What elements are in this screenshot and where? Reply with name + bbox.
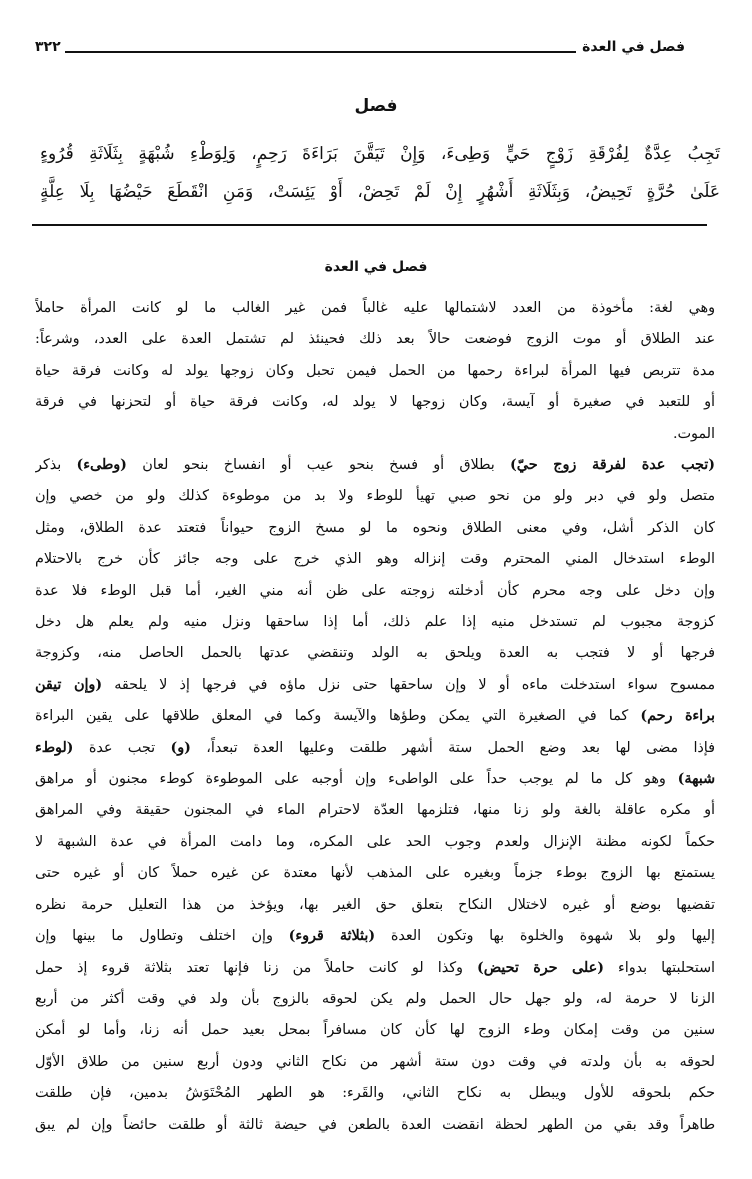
commentary-text: حكم بلحوقه للأول ويبطل به نكاح الثاني، والقَرء: هو الطهر المُحْتَوَشُ بدمين، فإن طلقت xyxy=(35,1085,715,1102)
commentary-line xyxy=(35,795,715,826)
commentary-text: استحلبتها بدواء xyxy=(603,959,715,976)
commentary-text: طاهراً وقد بقي من الطهر لحظة انقضت العدة بالطعن في حيضة ثالثة أو طلقت حائضاً وإن لم يبق xyxy=(35,1116,715,1133)
commentary-line xyxy=(35,544,715,575)
commentary-text: تجب عدة xyxy=(73,739,171,756)
commentary-text: يستمتع بها الزوج بوطء جزماً وبغيره على المذهب لأنها معتدة عن غيره حملاً كان أو غيره حتى xyxy=(35,865,715,882)
commentary-text: كزوجة مجبوب لم تستدخل منيه إذا علم ذلك، أما إذا ساحقها ونزل منيه ولم يعلم هل دخل xyxy=(35,614,715,631)
matn-line: عَلَىٰ حُرَّةٍ تَحِيضُ، وَبِثَلَاثَةِ أَشْهُرٍ إِنْ لَمْ تَحِضْ، أَوْ يَئِسَتْ، وَمَنِ انْقَطَعَ حَيْضُهَا بِلَا عِلَّةٍ xyxy=(40,182,720,202)
commentary-line xyxy=(35,1015,715,1046)
commentary-text: وكذا لو كانت حاملاً من زنا فإنها تعتد بثلاثة قروء إذ حمل xyxy=(35,959,477,976)
commentary-text: بطلاق أو فسخ بنحو عيب أو انفساخ بنحو لعان xyxy=(126,457,511,473)
commentary-line xyxy=(35,701,715,732)
intro-line: عند الطلاق أو موت الزوج فوضعت حالاً بعد ذلك فحينئذ لم تشتمل العدة على العدد، وشرعاً: xyxy=(35,331,715,348)
commentary-line xyxy=(35,607,715,638)
commentary-line xyxy=(35,764,715,795)
commentary-text: وإن دخل على وجه محرم كأن أدخلته زوجته على ظن أنه مني الغير، أما قبل الوطء فلا عدة xyxy=(35,582,715,599)
section-title: فصل xyxy=(354,96,398,116)
page-number: ٣٢٢ xyxy=(35,39,61,55)
matn-quotation: (بثلاثة قروء) xyxy=(288,928,376,945)
matn-quotation: (وطىء) xyxy=(76,457,127,473)
commentary-line xyxy=(35,984,715,1015)
commentary-line xyxy=(35,953,715,984)
commentary-text: متصل ولو في دبر ولو من نحو صبي تهيأ للوطء ولا بد من موطوءة كذلك ولو من خصي وإن xyxy=(35,488,715,505)
matn-quotation: (وإن تيقن xyxy=(35,676,103,693)
commentary-text: لحوقه به بأن ولدته في وقت دون ستة أشهر من نكاح الثاني ودون أربع سنين من طلاق الأوّل xyxy=(35,1053,715,1070)
commentary-text: بذكر xyxy=(35,457,77,473)
commentary-heading: فصل في العدة xyxy=(324,259,428,275)
commentary-line xyxy=(35,827,715,858)
commentary-text: إليها ولو بلا شهوة والخلوة بها وتكون العدة xyxy=(375,928,715,945)
commentary-text: فرجها أو لا فتجب به العدة ويلحق به الولد وتنقضي عدتها بالحمل الحاصل منه، وكزوجة xyxy=(35,645,715,662)
commentary-line xyxy=(35,890,715,921)
matn-text xyxy=(40,135,720,211)
commentary-line xyxy=(35,513,715,544)
commentary-line xyxy=(35,481,715,512)
intro-paragraph xyxy=(35,293,715,450)
commentary-text: حكماً لكونه مظنة الإنزال ولعدم وجوب الحد على المكره، وما دامت المرأة في عدة الشبهة لا xyxy=(35,833,715,850)
matn-line: تَجِبُ عِدَّةٌ لِفُرْقَةِ زَوْجٍ حَيٍّ وَطِىءَ، وَإِنْ تَيَقَّنَ بَرَاءَةَ رَحِمٍ، وَلِوَطْءِ شُبْهَةٍ بِثَلَاثَةِ قُرُوءٍ xyxy=(40,144,720,164)
running-header xyxy=(35,30,685,56)
commentary-text: وإن اختلف وتطاول ما بينها وإن xyxy=(35,928,289,945)
running-header-chapter-title: فصل في العدة xyxy=(582,39,685,55)
matn-quotation: براءة رحم) xyxy=(640,708,715,725)
matn-quotation: (تجب عدة لفرقة زوج حيّ) xyxy=(510,457,715,473)
commentary-line xyxy=(35,638,715,669)
commentary-line xyxy=(35,921,715,952)
commentary-line xyxy=(35,576,715,607)
commentary-text: فإذا مضى لها بعد وضع الحمل ستة أشهر طلقت وعليها العدة تبعداً، xyxy=(190,739,715,756)
commentary-text: تقضيها بوضع أو غيره لاختلال النكاح بتعلق حق الغير بها، ويؤخذ من هذا التعليل حرمة نظره xyxy=(35,896,715,913)
commentary-text: وهو كل ما لم يوجب حداً على الواطىء وإن أوجبه على الموطوءة كوطء مجنون أو مراهق xyxy=(35,771,678,788)
commentary-text: سنين من وقت إمكان وطء الزوج لها كأن كان مسافراً بمحل بعيد حمل أنه زنا، وأما لو أمكن xyxy=(35,1022,715,1039)
intro-line: مدة تتربص فيها المرأة لبراءة رحمها من الحمل فيمن تحبل وكان زوجها يولد له وكانت فرقة حياة xyxy=(35,362,715,379)
commentary-line xyxy=(35,450,715,481)
commentary-text: الوطء استدخال المني المحترم وقت إنزاله وهو الذي خرج على وجه جائز كأن خرج بالاحتلام xyxy=(35,551,715,568)
header-rule xyxy=(65,51,577,53)
commentary-line xyxy=(35,670,715,701)
commentary-line xyxy=(35,1047,715,1078)
commentary-line xyxy=(35,858,715,889)
commentary-text: أو مكره عاقلة بالغة ولو زنا منها، فتلزمها العدّة لاحترام الماء في المجنون حقيقة وفي المراهق xyxy=(35,802,715,819)
intro-line: أو للتعبد في صغيرة أو آيسة، وكان زوجها لا يولد له، وكانت فرقة حياة أو لتحزنها في فرقة xyxy=(35,394,715,411)
commentary-text: كما في الصغيرة التي يمكن وطؤها والآيسة وكما في المعلق طلاقها على يقين البراءة xyxy=(35,708,641,725)
matn-separator-rule xyxy=(32,224,707,226)
intro-line: الموت. xyxy=(673,425,715,442)
matn-quotation: شبهة) xyxy=(677,771,715,788)
intro-line: وهي لغة: مأخوذة من العدد لاشتمالها عليه غالباً فمن غير الغالب ما لو كانت المرأة حاملاً xyxy=(35,300,715,316)
commentary-paragraph xyxy=(35,450,715,1141)
commentary-line xyxy=(35,1110,715,1141)
matn-quotation: (و) xyxy=(170,739,191,756)
matn-quotation: (على حرة تحيض) xyxy=(477,959,604,976)
commentary-line xyxy=(35,733,715,764)
commentary-line xyxy=(35,1078,715,1109)
commentary-text: الزنا لا حرمة له، ولو جهل حال الحمل ولم يكن لحوقه بالزوج بأن ولد في وقت أكثر من أربع xyxy=(35,990,715,1007)
commentary-text: كان الذكر أشل، وفي معنى الطلاق ونحوه ما لو مسخ الزوج حيواناً فتعتد عدة الطلاق، ومثل xyxy=(35,519,715,536)
commentary-text: ممسوح سواء استدخلت ماءه أو لا وإن ساحقها حتى نزل ماؤه في فرجها إذ لا يلحقه xyxy=(102,676,715,693)
matn-quotation: (لوطء xyxy=(35,739,74,756)
